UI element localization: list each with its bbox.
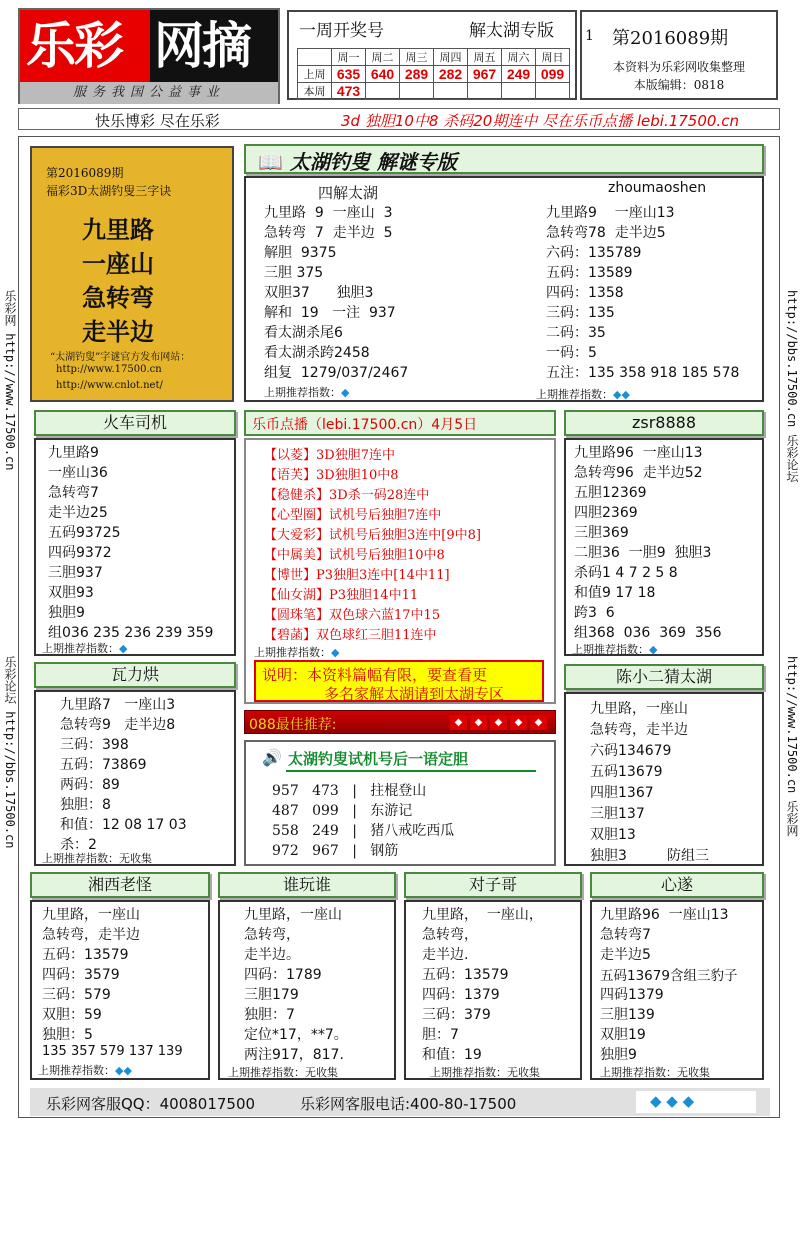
taihu-header-text: 太湖钓叟 解谜专版 [289,150,457,174]
zsr-line: 和值9 17 18 [574,585,656,601]
shui-line: 两注917，817. [244,1047,344,1063]
draw-number [468,83,502,100]
rating-line [38,1062,132,1078]
lebi-item[interactable] [264,584,418,603]
zsr-line: 杀码1 4 7 2 5 8 [574,565,678,581]
chen-header: 陈小二猜太湖 [564,664,764,690]
riddle-line: 走半边 [82,317,154,346]
zsr-line: 五胆12369 [574,485,647,501]
shui-line: 四码：1789 [244,967,322,983]
riddle-line: 一座山 [82,249,154,278]
draw-number: 289 [400,66,434,83]
rating-label: 上期推荐指数： [536,388,613,401]
draw-number: 473 [312,783,339,799]
diamond-icon: ◆◆ [115,1064,132,1077]
taihu-left-line: 看太湖杀跨2458 [264,345,370,361]
waliho-line: 三码：398 [60,737,129,753]
xiangxi-line: 九里路，一座山 [42,907,140,923]
slogan-left: 快乐博彩 尽在乐彩 [95,112,220,130]
taihu-right-line: 五码：13589 [546,265,633,281]
xinsui-line: 双胆19 [600,1027,646,1043]
huoche-header: 火车司机 [34,410,236,436]
waliho-line: 九里路7 一座山3 [60,697,176,713]
chen-line: 四胆1367 [590,785,654,801]
rating-label: 上期推荐指数： [264,386,341,399]
riddle-line: 九里路 [82,215,154,244]
lebi-note [254,660,544,702]
expert-record: 试机号后独胆3连中[9中8] [329,528,481,543]
zsr-line: 跨3 6 [574,605,615,621]
rating-label: 上期推荐指数： [38,1064,115,1077]
hint: 猪八戒吃西瓜 [370,823,455,839]
shui-header: 谁玩谁 [218,872,396,898]
riddle-site2[interactable]: http://www.cnlot.net/ [56,380,163,391]
taihu-right-line: 三码：135 [546,305,615,321]
issue-panel [580,10,778,100]
xiangxi-header: 湘西老怪 [30,872,210,898]
zsr-box [564,438,764,656]
zsr-line: 急转弯96 走半边52 [574,465,703,481]
zsr-line: 组368 036 369 356 [574,625,722,641]
zsr-line: 三胆369 [574,525,629,541]
draw-number: 249 [502,66,536,83]
lebi-note-line: 说明：本资料篇幅有限，要查看更 [262,666,488,684]
shiji-row [272,800,412,820]
separator: | [352,843,357,859]
test-number: 558 [272,823,299,839]
side-left-bottom [2,656,19,849]
duizi-line: 走半边. [422,947,469,963]
day-header: 周六 [502,49,536,66]
waliho-line: 急转弯9 走半边8 [60,717,176,733]
riddle-issue: 第2016089期 [46,166,124,180]
side-right-bottom [784,656,800,837]
lebi-item[interactable] [264,484,429,503]
lebi-item[interactable] [264,544,445,563]
lebi-item[interactable] [264,464,399,483]
taihu-left-line: 三胆 375 [264,265,324,281]
lebi-item[interactable] [264,564,450,583]
xiangxi-line: 三码：579 [42,987,111,1003]
expert-record: P3独胆14中11 [329,588,419,603]
shiji-row [272,820,454,840]
day-header: 周一 [332,49,366,66]
xiangxi-line: 135 357 579 137 139 [42,1044,183,1059]
hint: 东游记 [370,803,413,819]
chen-line: 双胆13 [590,827,636,843]
rating-label: 上期推荐指数： [254,646,331,659]
draw-number: 099 [312,803,339,819]
huoche-line: 独胆9 [48,605,85,621]
side-left-top [2,290,19,471]
logo-tagline: 服务我国公益事业 [20,82,278,104]
shui-line: 九里路，一座山 [244,907,342,923]
day-header: 周日 [536,49,570,66]
draw-number [434,83,468,100]
shui-line: 三胆179 [244,987,299,1003]
expert-name: 【以菱】 [264,448,317,463]
diamond-icon: ◆◆ [613,388,630,401]
speaker-icon: 🔊 [262,748,282,767]
chen-box [564,692,764,866]
shui-line: 走半边。 [244,947,300,963]
slogan-right[interactable]: 3d 独胆10中8 杀码20期连中 尽在乐币点播 lebi.17500.cn [341,112,739,130]
duizi-line: 三码：379 [422,1007,491,1023]
draw-number: 249 [312,823,339,839]
chen-line: 急转弯，走半边 [590,722,688,738]
test-number: 972 [272,843,299,859]
taihu-right-line: 九里路9 一座山13 [546,205,675,221]
xiangxi-line: 急转弯，走半边 [42,927,140,943]
day-header: 周四 [434,49,468,66]
lebi-item[interactable] [264,444,395,463]
expert-name: 【碧菡】 [264,628,317,643]
issue-editor: 本版编辑：0818 [633,78,725,92]
taihu-left-line: 解胆 9375 [264,245,337,261]
waliho-header: 瓦力烘 [34,662,236,688]
chen-line: 独胆3 防组三 [590,848,709,864]
lebi-item[interactable] [264,624,437,643]
xinsui-header: 心遂 [590,872,764,898]
expert-name: 【大爱彩】 [264,528,330,543]
draw-number: 967 [468,66,502,83]
xinsui-line: 五码13679含组三豹子 [600,968,738,984]
expert-record: 试机号后独胆10中8 [329,548,445,563]
test-number: 957 [272,783,299,799]
slogan-bar [18,108,780,130]
best-bar [244,710,556,734]
side-url[interactable]: http://www.17500.cn [785,656,799,794]
shui-box [218,900,396,1080]
huoche-line: 三胆937 [48,565,103,581]
expert-name: 【博世】 [264,568,317,583]
rating-label: 上期推荐指数： [42,642,119,655]
xiangxi-line: 五码：13579 [42,947,129,963]
taihu-right-line: 二码：35 [546,325,606,341]
draw-number: 282 [434,66,468,83]
hint: 钢筋 [370,843,399,859]
expert-record: 3D独胆10中8 [316,468,399,483]
chen-line: 五码13679 [590,764,663,780]
lebi-box [244,438,556,704]
day-header: 周二 [366,49,400,66]
chen-line: 六码134679 [590,743,672,759]
chen-line: 九里路，一座山 [590,701,688,717]
lebi-item[interactable] [264,604,440,623]
issue-number: 第2016089期 [612,28,729,49]
book-icon: 📖 [258,150,283,174]
xiangxi-line: 双胆：59 [42,1007,102,1023]
huoche-line: 四码9372 [48,545,112,561]
zsr-line: 二胆36 一胆9 独胆3 [574,545,712,561]
side-url[interactable]: http://bbs.17500.cn [3,711,17,849]
draw-number: 473 [332,83,366,100]
taihu-right-line: 一码：5 [546,345,597,361]
issue-note: 本资料为乐彩网收集整理 [612,60,745,74]
draw-title: 一周开奖号 [299,21,384,41]
duizi-line: 胆：7 [422,1027,459,1043]
zsr-header: zsr8888 [564,410,764,436]
xinsui-line: 九里路96 一座山13 [600,907,729,923]
waliho-line: 五码：73869 [60,757,147,773]
xinsui-line: 急转弯7 [600,927,651,943]
duizi-line: 和值：19 [422,1047,482,1063]
zsr-line: 九里路96 一座山13 [574,445,703,461]
hint: 拄棍登山 [370,783,427,799]
rating-label: 上期推荐指数：无收集 [600,1066,710,1079]
expert-record: 双色球六蓝17中15 [329,608,441,623]
draw-number: 635 [332,66,366,83]
expert-record: 试机号后独胆7连中 [329,508,442,523]
side-label: 乐彩网 [785,800,799,837]
draw-number: 099 [536,66,570,83]
side-url[interactable]: http://bbs.17500.cn [785,290,799,428]
xinsui-line: 独胆9 [600,1047,637,1063]
shiji-underline [286,770,536,772]
waliho-line: 杀：2 [60,837,97,853]
separator: | [352,823,357,839]
taihu-left-line: 急转弯 7 走半边 5 [264,225,393,241]
expert-name: 【心型圈】 [264,508,330,523]
diamond-icon: ◆ ◆ ◆ [650,1092,695,1110]
expert-record: 3D独胆7连中 [316,448,395,463]
zsr-line: 四胆2369 [574,505,638,521]
taihu-left-line: 看太湖杀尾6 [264,325,343,341]
rating-line [572,641,657,657]
rating-line [254,644,339,660]
chen-line: 三胆137 [590,806,645,822]
riddle-line: 急转弯 [82,283,154,312]
shiji-row [272,840,398,860]
rating-label: 上期推荐指数：无收集 [430,1066,540,1079]
huoche-line: 组036 235 236 239 359 [48,625,214,641]
xinsui-line: 三胆139 [600,1007,655,1023]
duizi-line: 五码：13579 [422,967,509,983]
taihu-right-line: 四码：1358 [546,285,624,301]
huoche-line: 九里路9 [48,445,99,461]
day-header: 周五 [468,49,502,66]
waliho-line: 独胆：8 [60,797,111,813]
expert-record: 3D杀一码28连中 [329,488,430,503]
side-label: 乐彩论坛 [3,656,17,704]
huoche-line: 走半边25 [48,505,108,521]
draw-special: 解太湖专版 [469,21,554,41]
side-label: 乐彩论坛 [785,434,799,483]
lebi-header [244,410,556,436]
waliho-line: 两码：89 [60,777,120,793]
huoche-line: 双胆93 [48,585,94,601]
shiji-row [272,780,426,800]
duizi-line: 九里路， 一座山， [422,907,543,923]
footer-bar [30,1088,770,1116]
taihu-right-line: 五注：135 358 918 185 578 [546,365,740,381]
taihu-right-line: 急转弯78 走半边5 [546,225,666,241]
taihu-left-line: 解和 19 一注 937 [264,305,396,321]
weekly-draw-panel [287,10,594,100]
rating-label: 上期推荐指数：无收集 [228,1066,338,1079]
rating-line [42,640,127,656]
taihu-left-line: 双胆37 独胆3 [264,285,374,301]
rating-label: 上期推荐指数：无收集 [42,852,152,865]
diamond-icon: ◆ ◆ ◆ ◆ ◆ [447,714,547,730]
shui-line: 急转弯， [244,927,300,943]
draw-number [536,83,570,100]
taihu-header [244,144,764,174]
expert-name: 【稳健杀】 [264,488,330,503]
huoche-line: 五码93725 [48,525,121,541]
rating-label: 上期推荐指数： [572,643,649,656]
diamond-icon: ◆ [341,386,350,399]
shui-line: 独胆：7 [244,1007,295,1023]
day-header: 周三 [400,49,434,66]
lebi-item[interactable] [264,524,481,543]
rating-line [264,384,349,400]
lebi-item[interactable] [264,504,441,523]
expert-name: 【圆珠笔】 [264,608,330,623]
xinsui-line: 四码1379 [600,987,664,1003]
duizi-header: 对子哥 [404,872,582,898]
separator: | [352,783,357,799]
riddle-card [30,146,234,402]
row-label: 上周 [298,66,332,83]
logo [18,8,280,104]
test-number: 487 [272,803,299,819]
xinsui-box [590,900,764,1080]
logo-black-text: 网摘 [150,10,278,82]
taihu-left-title: 四解太湖 [318,184,379,202]
waliho-box [34,690,236,866]
shui-line: 定位*17，**7。 [244,1027,348,1043]
riddle-site1[interactable]: http://www.17500.cn [56,364,162,375]
draw-number: 640 [366,66,400,83]
corner-cell [298,49,332,66]
side-label: 乐彩网 [3,290,17,326]
footer-qq: 乐彩网客服QQ：4008017500 [46,1095,256,1113]
rating-line [536,386,630,402]
diamond-icon: ◆ [331,646,340,659]
draw-number [366,83,400,100]
diamond-icon: ◆ [649,643,658,656]
expert-name: 【语芙】 [264,468,317,483]
taihu-box [244,176,764,402]
lebi-title[interactable]: 乐币点播（lebi.17500.cn）4月5日 [252,417,478,433]
expert-name: 【中属美】 [264,548,330,563]
riddle-title: 福彩3D太湖钓叟三字诀 [46,184,172,198]
side-url[interactable]: http://www.17500.cn [3,333,17,471]
expert-record: P3独胆3连中[14中11] [316,568,450,583]
side-right-top [784,290,800,483]
logo-red-text: 乐彩 [20,10,150,82]
diamond-icon: ◆ [119,642,128,655]
draw-number [400,83,434,100]
expert-record: 双色球红三胆11连中 [316,628,437,643]
separator: | [352,803,357,819]
taihu-left-line: 九里路 9 一座山 3 [264,205,393,221]
riddle-site-note: “太湖钓叟”字谜官方发布网站： [50,352,191,363]
taihu-left-line: 组复 1279/037/2467 [264,365,409,381]
xinsui-line: 走半边5 [600,947,651,963]
draw-number: 967 [312,843,339,859]
footer-rating [636,1091,756,1113]
shiji-box [244,740,556,866]
lebi-note-line: 多名家解太湖请到太湖专区 [324,685,505,703]
best-label: 088最佳推荐: [249,717,337,733]
huoche-line: 急转弯7 [48,485,99,501]
xiangxi-line: 四码：3579 [42,967,120,983]
huoche-line: 一座山36 [48,465,108,481]
draw-table [297,48,570,100]
shiji-title: 太湖钓叟试机号后一语定胆 [288,750,469,768]
taihu-right-title: zhoumaoshen [608,180,707,196]
waliho-line: 和值：12 08 17 03 [60,817,187,833]
duizi-line: 急转弯， [422,927,478,943]
duizi-line: 四码：1379 [422,987,500,1003]
duizi-box [404,900,582,1080]
footer-phone: 乐彩网客服电话:400-80-17500 [300,1095,517,1113]
draw-index: 1 [585,28,594,44]
taihu-right-line: 六码：135789 [546,245,642,261]
xiangxi-line: 独胆：5 [42,1027,93,1043]
draw-number [502,83,536,100]
expert-name: 【仙女湖】 [264,588,330,603]
row-label: 本周 [298,83,332,100]
xiangxi-box [30,900,210,1080]
huoche-box [34,438,236,656]
